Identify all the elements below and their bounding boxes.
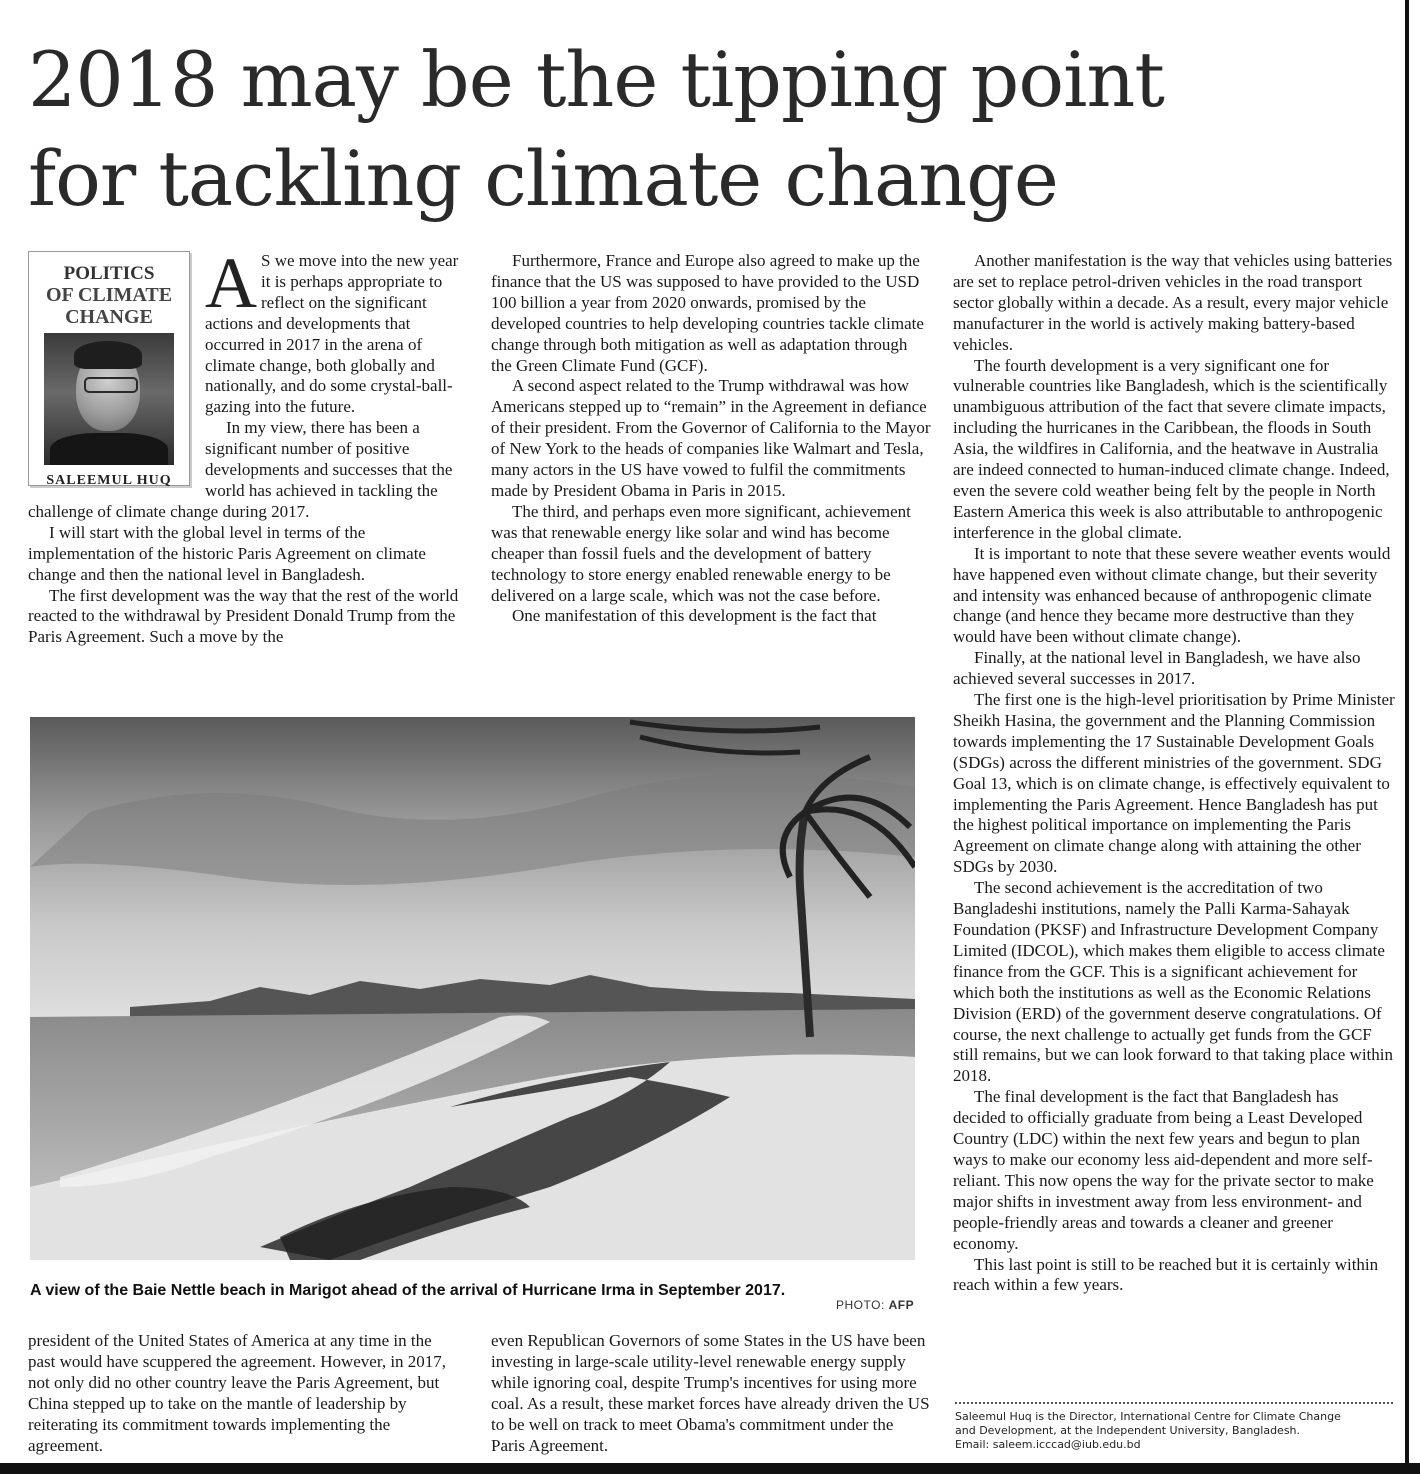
page-border-right <box>1405 0 1409 1474</box>
photo-credit-source: AFP <box>888 1298 915 1312</box>
article-paragraph: even Republican Governors of some States in the US have been investing in large-scale utility-level renewable energy supply while ignoring coal, despite Trump's incentives for using more coal. As a result, these market forces have already driven the US to be well on track to meet Obama's commitment under the Paris Agreement. <box>491 1331 930 1455</box>
article-paragraph: The third, and perhaps even more significant, achievement was that renewable energy like solar and wind has become cheaper than fossil fuels and the development of battery technology to store energy enabled renewable energy to be delivered on a large scale, which was not the case before. <box>491 501 911 605</box>
article-paragraph: One manifestation of this development is the fact that <box>512 606 877 626</box>
article-column-1 <box>28 251 460 691</box>
article-paragraph: This last point is still to be reached but it is certainly within reach within a few years. <box>953 1254 1379 1295</box>
page-border-bottom <box>0 1463 1420 1474</box>
article-paragraph: A second aspect related to the Trump withdrawal was how Americans stepped up to “remain” in the Agreement in defiance of their president. From the Governor of California to the Mayor of New York to the heads of companies like Walmart and Tesla, many actors in the US have vowed to fulfil the commitments made by President Obama in Paris in 2015. <box>491 376 931 500</box>
headline-line-2: for tackling climate change <box>28 134 1058 223</box>
headline-line-1: 2018 may be the tipping point <box>28 35 1164 124</box>
article-paragraph: The second achievement is the accreditation of two Bangladeshi institutions, namely the Palli Karma-Sahayak Foundation (PKSF) and Infrastructure Development Company Limited (IDCOL), which makes them eligible to access climate finance from the GCF. This is a significant achievement for which both the institutions as well as the Economic Relations Division (ERD) of the government deserve congratulations. Of course, the next challenge to actually get funds from the GCF still remains, but we can look forward to that taking place within 2018. <box>953 878 1393 1086</box>
drop-cap: A <box>205 251 257 323</box>
author-bio-line-3: Email: saleem.icccad@iub.edu.bd <box>955 1438 1141 1451</box>
portrait-shirt <box>50 433 168 465</box>
column-kicker-line-2: OF CLIMATE <box>45 284 173 306</box>
beach-photo-illustration <box>30 717 915 1260</box>
byline-box <box>28 251 190 486</box>
column-kicker-line-3: CHANGE <box>65 306 153 328</box>
author-bio <box>955 1410 1395 1452</box>
article-paragraph: In my view, there has been a significant number of positive developments and successes that the world has achieved in tackling the challenge of climate change during 2017. <box>28 418 453 521</box>
author-name: SALEEMUL HUQ <box>46 473 172 488</box>
author-portrait <box>44 333 174 465</box>
article-paragraph: president of the United States of America at any time in the past would have scuppered the agreement. However, in 2017, not only did no other country leave the Paris Agreement, but China stepped up to take on the mantle of leadership by reiterating its commitment towards implementing the agreement. <box>28 1331 447 1455</box>
author-bio-line-2: and Development, at the Independent University, Bangladesh. <box>955 1424 1301 1437</box>
photo-credit <box>836 1298 916 1312</box>
column-kicker-line-1: POLITICS <box>63 263 155 284</box>
bio-divider <box>955 1402 1393 1404</box>
beach-photo <box>30 717 915 1260</box>
article-paragraph: The first development was the way that the rest of the world reacted to the withdrawal by President Donald Trump from the Paris Agreement. Such a move by the <box>28 585 459 647</box>
portrait-glasses <box>84 377 138 393</box>
article-paragraph: It is important to note that these severe weather events would have happened even without climate change, but their severity and intensity was enhanced because of anthropogenic climate change (and hence they became more destructive than they would have been without climate change). <box>953 543 1391 647</box>
article-paragraph: The fourth development is a very significant one for vulnerable countries like Bangladesh, which is the scientifically unambiguous attribution of the fact that severe climate impacts, including the hurricanes in the Caribbean, the floods in South Asia, the wildfires in California, and the heatwave in Australia are indeed connected to human-induced climate change. Indeed, even the severe cold weather being felt by the people in North Eastern America this week is also attributable to anthropogenic interference in the global climate. <box>953 355 1390 542</box>
article-paragraph: Another manifestation is the way that vehicles using batteries are set to replace petrol-driven vehicles in the road transport sector globally within a decade. As a result, every major vehicle manufacturer in the world is actively making battery-based vehicles. <box>953 251 1393 354</box>
article-paragraph: S we move into the new year it is perhaps appropriate to reflect on the significant actions and developments that occurred in 2017 in the arena of climate change, both globally and nationally, and do some crystal-ball-gazing into the future. <box>205 251 459 417</box>
photo-credit-label: PHOTO: <box>836 1298 889 1312</box>
article-paragraph: Furthermore, France and Europe also agreed to make up the finance that the US was supposed to have provided to the USD 100 billion a year from 2020 onwards, promised by the developed countries to help developing countries tackle climate change through both mitigation as well as adaptation through the Green Climate Fund (GCF). <box>491 251 924 375</box>
portrait-hair <box>74 341 142 369</box>
article-column-2-continued <box>491 1331 931 1459</box>
article-paragraph: The first one is the high-level prioritisation by Prime Minister Sheikh Hasina, the government and the Planning Commission towards implementing the 17 Sustainable Development Goals (SDGs) across the different ministries of the government. SDG Goal 13, which is on climate change, is effectively equivalent to implementing the Paris Agreement. Hence Bangladesh has put the highest political importance on implementing the Paris Agreement on climate change along with attaining the other SDGs by 2030. <box>953 690 1395 877</box>
article-paragraph: Finally, at the national level in Bangladesh, we have also achieved several successes in 2017. <box>953 648 1361 689</box>
article-column-2 <box>491 251 931 691</box>
article-column-3 <box>953 251 1395 1391</box>
headline <box>28 30 1388 228</box>
article-paragraph: I will start with the global level in terms of the implementation of the historic Paris Agreement on climate change and then the national level in Bangladesh. <box>28 522 426 584</box>
photo-caption: A view of the Baie Nettle beach in Marigot ahead of the arrival of Hurricane Irma in September 2017. <box>30 1282 786 1299</box>
article-column-1-continued <box>28 1331 460 1459</box>
article-paragraph: The final development is the fact that Bangladesh has decided to officially graduate from being a Least Developed Country (LDC) within the next few years and begun to plan ways to make our economy less aid-dependent and more self-reliant. This now opens the way for the private sector to make major shifts in investment away from less environment- and people-friendly areas and towards a cleaner and greener economy. <box>953 1087 1374 1253</box>
author-bio-line-1: Saleemul Huq is the Director, International Centre for Climate Change <box>955 1410 1341 1423</box>
